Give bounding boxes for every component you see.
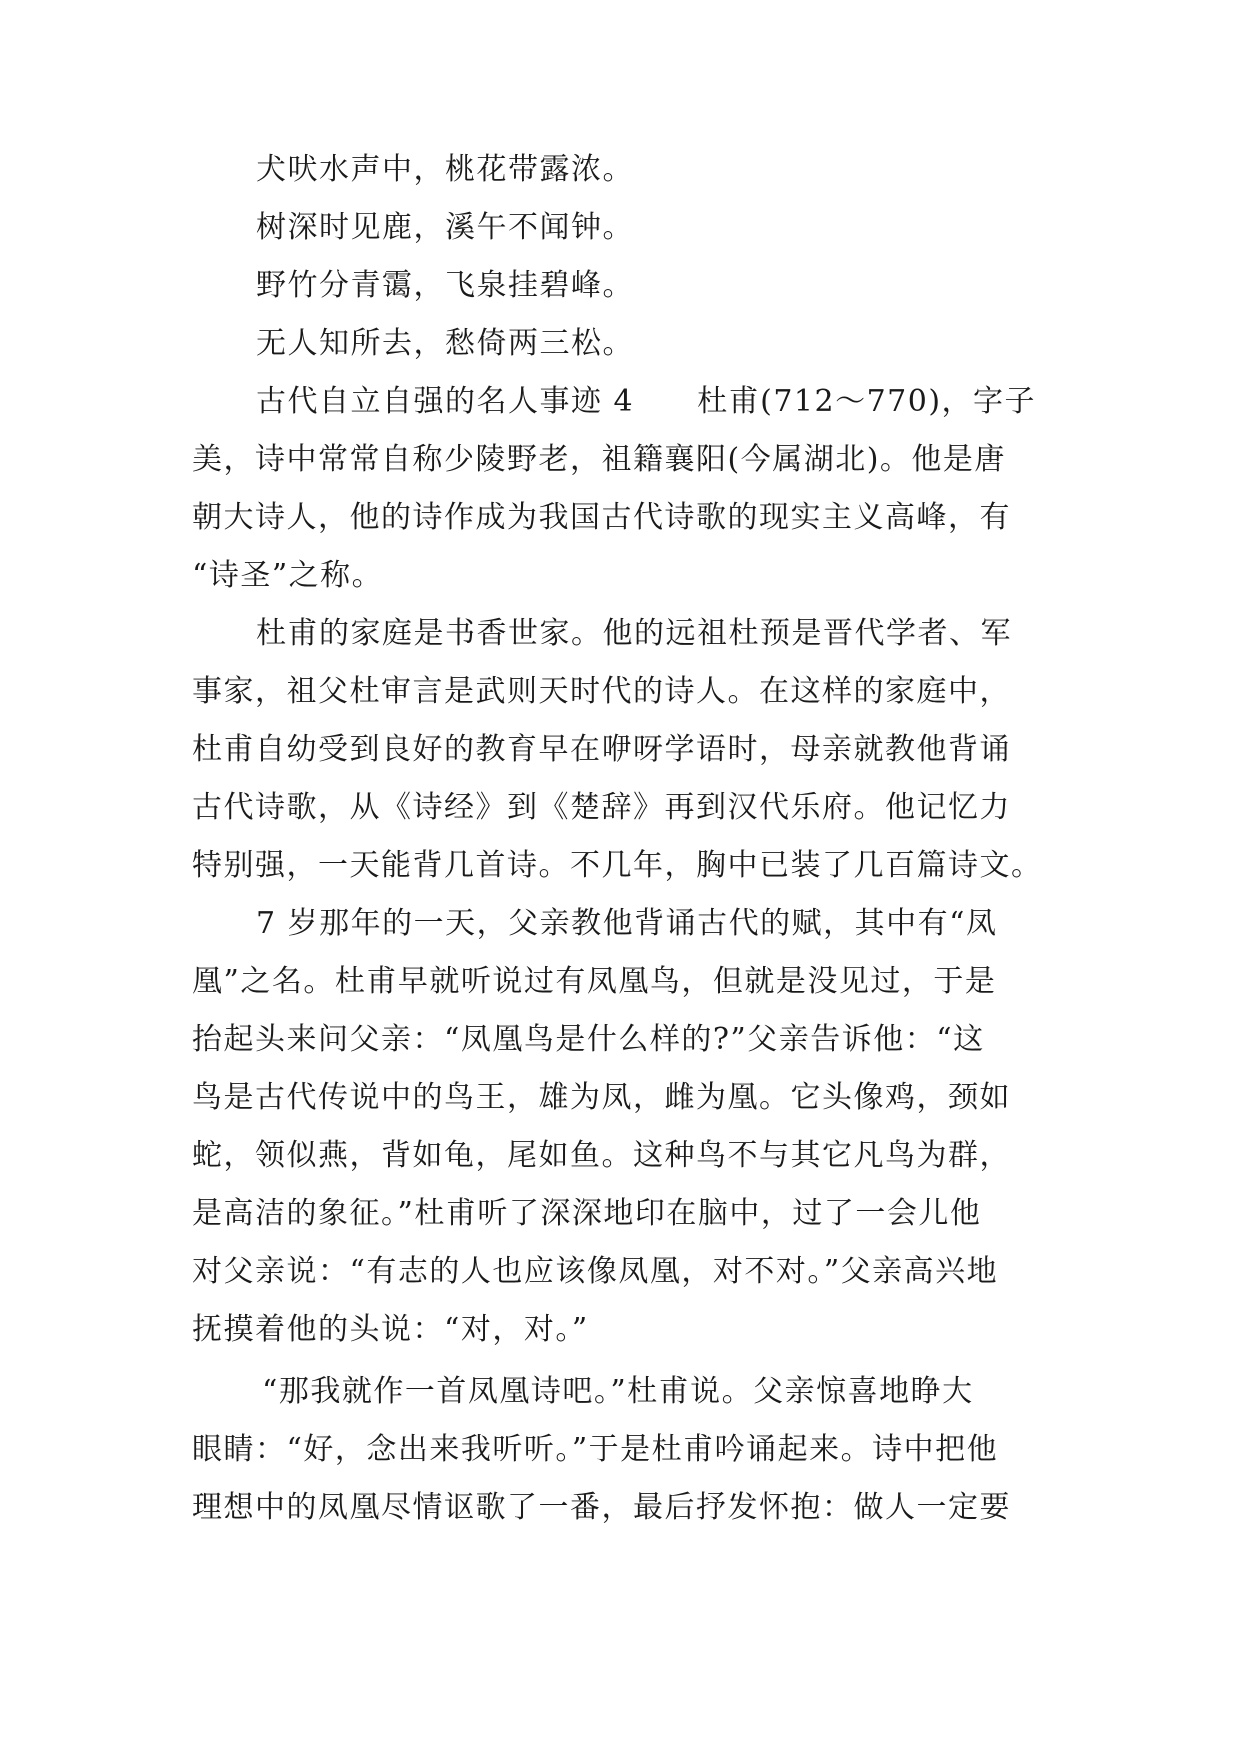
paragraph-line: 杜甫自幼受到良好的教育早在咿呀学语时，母亲就教他背诵 — [192, 732, 1011, 767]
paragraph-line: 杜甫的家庭是书香世家。他的远祖杜预是晋代学者、军 — [256, 616, 1012, 651]
paragraph-line: 是高洁的象征。”杜甫听了深深地印在脑中，过了一会儿他 — [192, 1196, 982, 1231]
paragraph-line: 古代自立自强的名人事迹 4 杜甫(712～770)，字子 — [256, 384, 1037, 419]
paragraph-line: 事家，祖父杜审言是武则天时代的诗人。在这样的家庭中， — [192, 674, 1011, 709]
paragraph-line: 对父亲说：“有志的人也应该像凤凰，对不对。”父亲高兴地 — [192, 1254, 999, 1289]
poem-line: 犬吠水声中，桃花带露浓。 — [256, 152, 634, 187]
paragraph-line: 眼睛：“好，念出来我听听。”于是杜甫吟诵起来。诗中把他 — [192, 1432, 999, 1467]
paragraph-line: 蛇，领似燕，背如龟，尾如鱼。这种鸟不与其它凡鸟为群， — [192, 1138, 1011, 1173]
paragraph-line: 古代诗歌，从《诗经》到《楚辞》再到汉代乐府。他记忆力 — [192, 790, 1011, 825]
paragraph-line: “诗圣”之称。 — [192, 558, 384, 593]
paragraph-line: 抬起头来问父亲：“凤凰鸟是什么样的?”父亲告诉他：“这 — [192, 1022, 985, 1057]
paragraph-line: 鸟是古代传说中的鸟王，雄为凤，雌为凰。它头像鸡，颈如 — [192, 1080, 1011, 1115]
paragraph-line: 朝大诗人，他的诗作成为我国古代诗歌的现实主义高峰，有 — [192, 500, 1011, 535]
paragraph-line: 抚摸着他的头说：“对，对。” — [192, 1312, 589, 1347]
poem-line: 野竹分青霭，飞泉挂碧峰。 — [256, 268, 634, 303]
paragraph-line: 凰”之名。杜甫早就听说过有凤凰鸟，但就是没见过，于是 — [192, 964, 997, 999]
paragraph-line: 特别强，一天能背几首诗。不几年，胸中已装了几百篇诗文。 — [192, 848, 1043, 883]
paragraph-line: 美，诗中常常自称少陵野老，祖籍襄阳(今属湖北)。他是唐 — [192, 442, 1006, 477]
paragraph-line: 理想中的凤凰尽情讴歌了一番，最后抒发怀抱：做人一定要 — [192, 1490, 1011, 1525]
poem-line: 树深时见鹿，溪午不闻钟。 — [256, 210, 634, 245]
paragraph-line: 7 岁那年的一天，父亲教他背诵古代的赋，其中有“凤 — [256, 906, 998, 941]
paragraph-line: “那我就作一首凤凰诗吧。”杜甫说。父亲惊喜地睁大 — [262, 1374, 974, 1409]
poem-line: 无人知所去，愁倚两三松。 — [256, 326, 634, 361]
